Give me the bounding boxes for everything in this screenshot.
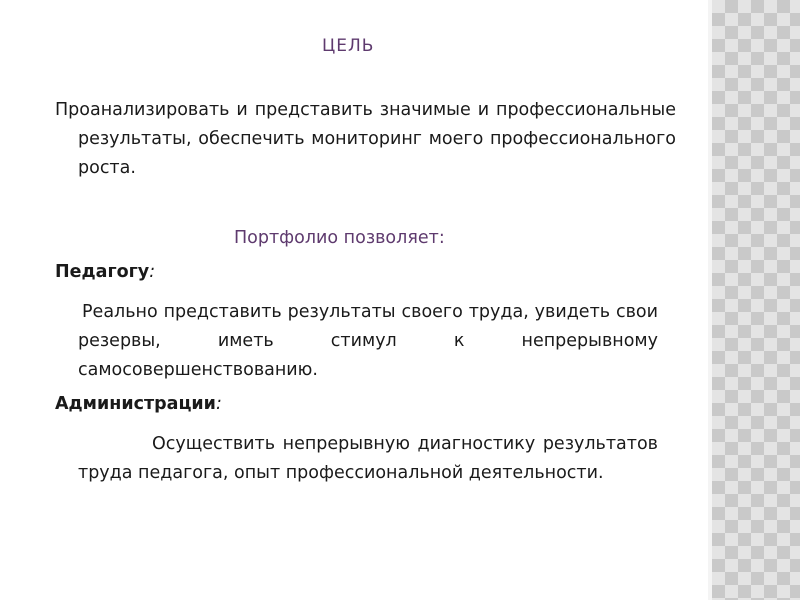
decorative-side-panel (712, 0, 800, 600)
admin-heading-label: Администрации (55, 394, 216, 414)
portfolio-allows-label: Портфолио позволяет: (234, 228, 445, 248)
teacher-text: Реально представить результаты своего труда, увидеть свои резервы, иметь стимул к непрерывному самосовершенствованию. (78, 302, 658, 380)
admin-heading-colon: : (215, 394, 222, 414)
teacher-heading-label: Педагогу (55, 262, 150, 282)
teacher-heading-colon: : (149, 262, 156, 282)
slide-title: ЦЕЛЬ (322, 36, 375, 56)
teacher-heading (55, 262, 155, 282)
admin-text: Осуществить непрерывную диагностику результатов труда педагога, опыт профессиональной деятельности. (78, 434, 658, 483)
admin-heading (55, 394, 222, 414)
goal-text: Проанализировать и представить значимые и профессиональные результаты, обеспечить мониторинг моего профессионального роста. (55, 100, 676, 178)
